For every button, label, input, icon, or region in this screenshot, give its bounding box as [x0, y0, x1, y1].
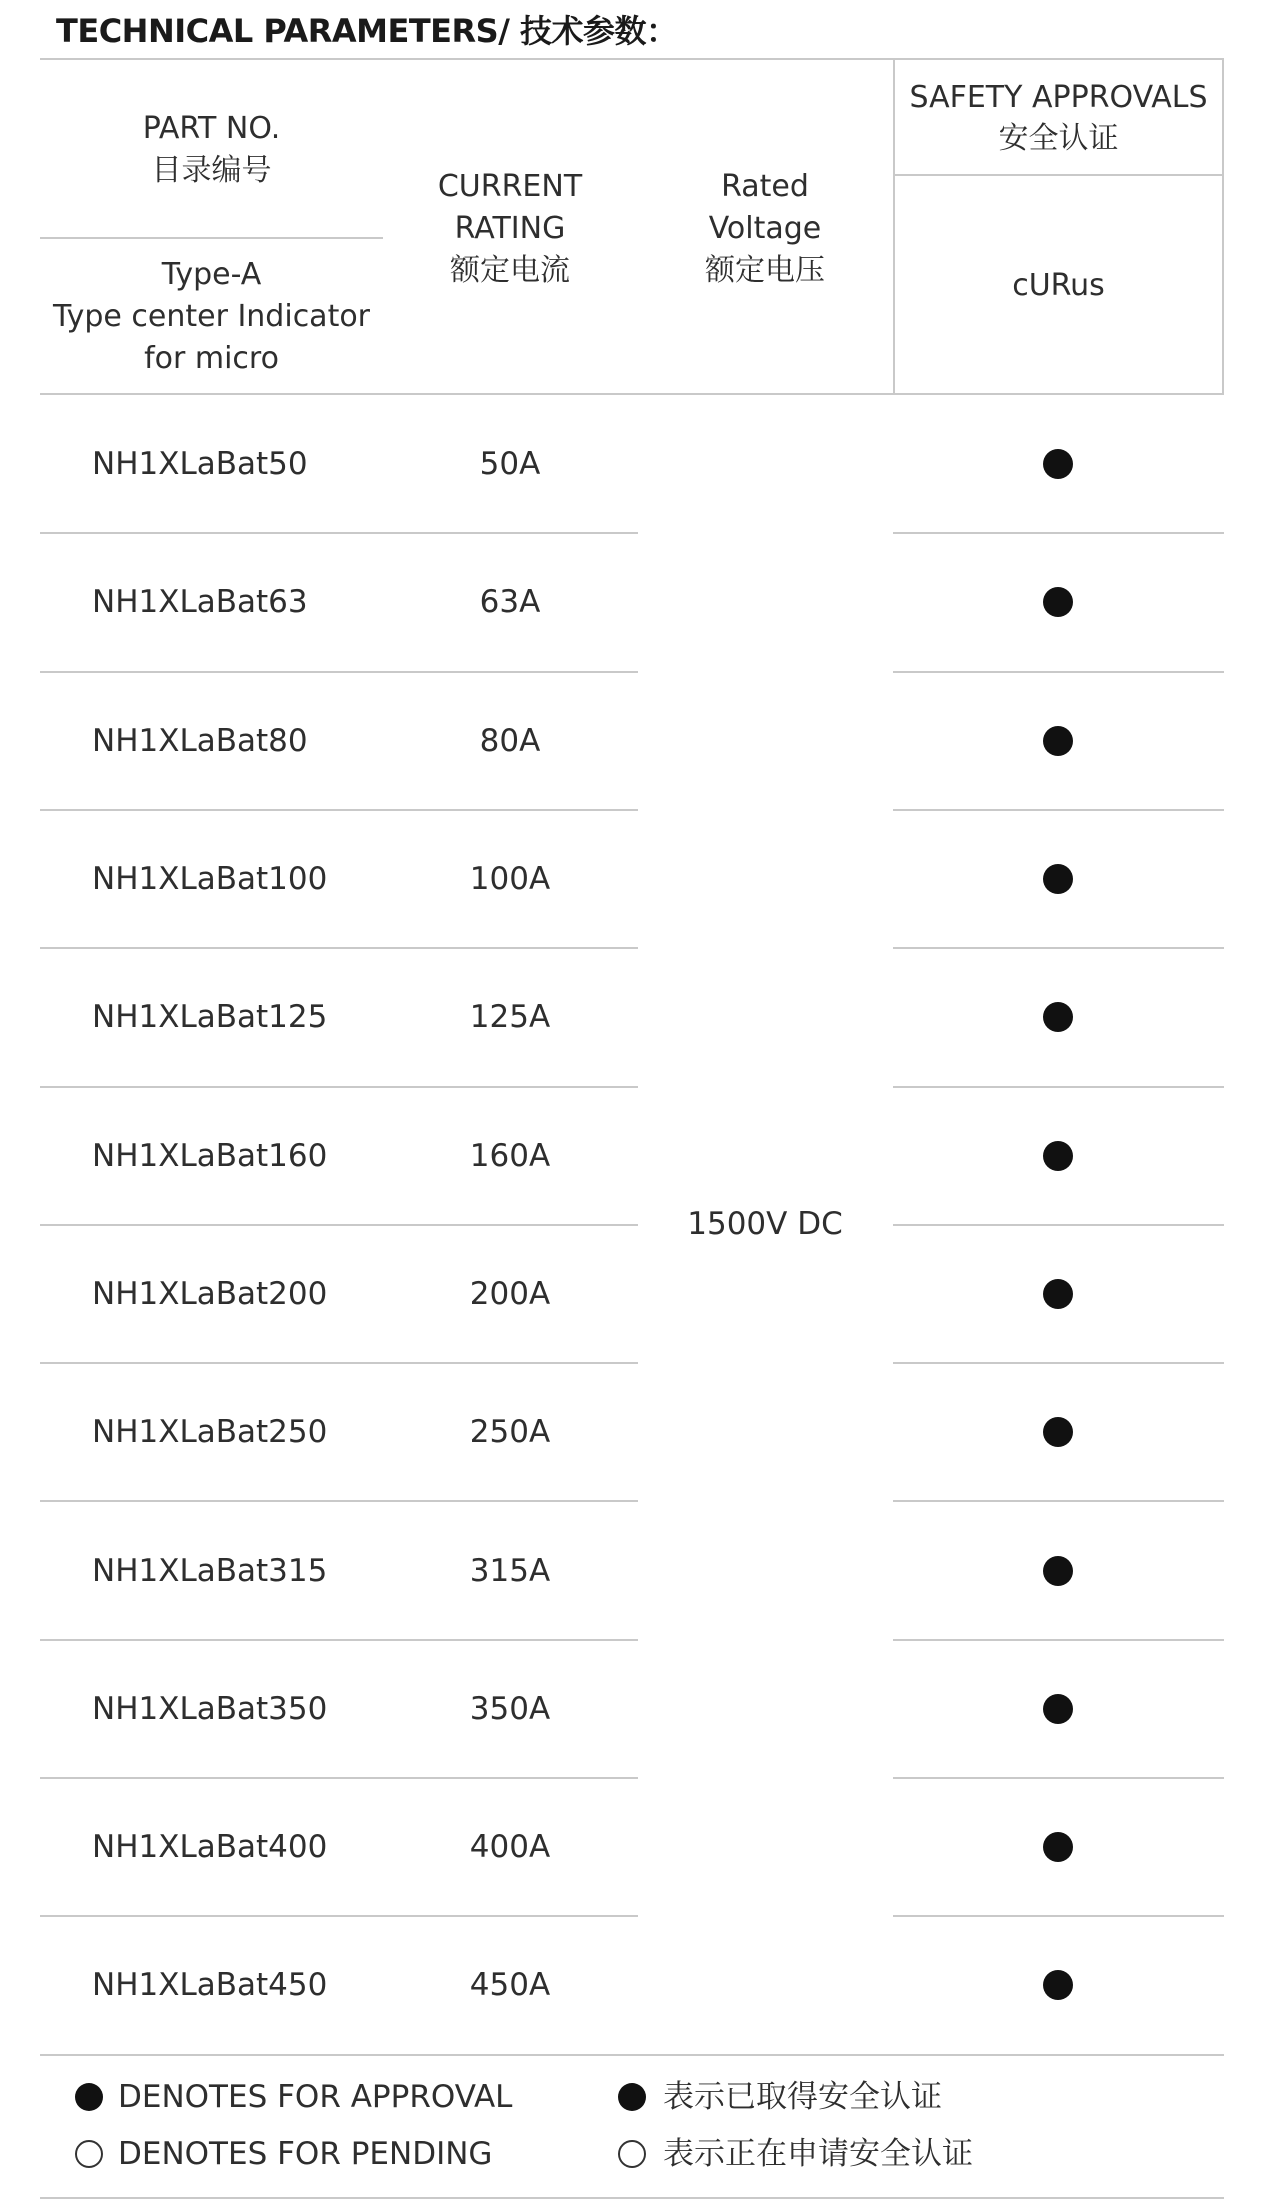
- header-safety-en: SAFETY APPROVALS: [909, 80, 1208, 115]
- header-type-line1: Type-A: [161, 257, 262, 292]
- legend-pending-cn: 表示正在申请安全认证: [663, 2136, 973, 2172]
- part-number-cell: NH1XLaBat200: [92, 1275, 328, 1312]
- current-rating-cell: 200A: [469, 1275, 551, 1312]
- part-number-cell: NH1XLaBat350: [92, 1690, 328, 1727]
- approval-dot-icon: [1043, 1556, 1073, 1586]
- header-current-line2: RATING: [454, 211, 566, 246]
- part-number-cell: NH1XLaBat63: [92, 584, 308, 621]
- header-part-no-en: PART NO.: [142, 111, 281, 146]
- row-divider: [893, 1362, 1224, 1364]
- current-rating-cell: 350A: [469, 1690, 551, 1727]
- safety-divider: [893, 174, 1224, 176]
- table-top-border: [40, 58, 1224, 60]
- header-bottom-border: [40, 393, 1224, 395]
- part-number-cell: NH1XLaBat160: [92, 1137, 328, 1174]
- row-divider: [40, 671, 638, 673]
- header-type-line3: for micro: [144, 341, 279, 376]
- header-voltage-line2: Voltage: [708, 211, 822, 246]
- current-rating-cell: 80A: [479, 722, 541, 759]
- header-current-line1: CURRENT: [437, 169, 583, 204]
- approval-dot-icon: [1043, 449, 1073, 479]
- approval-dot-icon: [1043, 726, 1073, 756]
- current-rating-cell: 160A: [469, 1137, 551, 1174]
- approval-dot-icon: [1043, 1970, 1073, 2000]
- approval-dot-icon: [1043, 1002, 1073, 1032]
- pending-circle-icon: [75, 2140, 103, 2168]
- row-divider: [40, 809, 638, 811]
- current-rating-cell: 50A: [479, 446, 541, 483]
- row-divider: [40, 1086, 638, 1088]
- header-voltage-line3: 额定电压: [705, 253, 825, 288]
- current-rating-cell: 315A: [469, 1552, 551, 1589]
- current-rating-cell: 63A: [479, 584, 541, 621]
- part-no-divider: [40, 237, 383, 239]
- approval-dot-icon: [1043, 1279, 1073, 1309]
- legend-approval-cn: 表示已取得安全认证: [663, 2079, 942, 2115]
- part-number-cell: NH1XLaBat315: [92, 1552, 328, 1589]
- header-part-no-cn: 目录编号: [151, 153, 272, 188]
- approval-dot-icon: [1043, 1141, 1073, 1171]
- part-number-cell: NH1XLaBat400: [92, 1829, 328, 1866]
- current-rating-cell: 450A: [469, 1967, 551, 2004]
- part-number-cell: NH1XLaBat125: [92, 999, 328, 1036]
- row-divider: [893, 947, 1224, 949]
- part-number-cell: NH1XLaBat450: [92, 1967, 328, 2004]
- legend-pending-en: DENOTES FOR PENDING: [118, 2136, 493, 2172]
- part-number-cell: NH1XLaBat50: [92, 446, 308, 483]
- approval-dot-icon: [1043, 587, 1073, 617]
- row-divider: [40, 1777, 638, 1779]
- approval-dot-icon: [618, 2083, 646, 2111]
- row-divider: [40, 532, 638, 534]
- row-divider: [40, 1362, 638, 1364]
- row-divider: [40, 1915, 638, 1917]
- approval-dot-icon: [1043, 1417, 1073, 1447]
- row-divider: [893, 1224, 1224, 1226]
- header-current-line3: 额定电流: [450, 253, 570, 288]
- current-rating-cell: 125A: [469, 999, 551, 1036]
- approval-dot-icon: [75, 2083, 103, 2111]
- legend-bottom-border: [40, 2197, 1224, 2199]
- row-divider: [893, 1639, 1224, 1641]
- row-divider: [40, 1639, 638, 1641]
- table-bottom-border: [40, 2054, 1224, 2056]
- part-number-cell: NH1XLaBat80: [92, 722, 308, 759]
- safety-right-border: [1222, 58, 1224, 395]
- row-divider: [893, 1500, 1224, 1502]
- header-safety-cn: 安全认证: [998, 121, 1119, 156]
- current-rating-cell: 400A: [469, 1829, 551, 1866]
- header-cert: cURus: [1012, 268, 1105, 303]
- header-voltage-line1: Rated: [721, 169, 809, 204]
- legend-approval-en: DENOTES FOR APPROVAL: [118, 2079, 513, 2115]
- part-number-cell: NH1XLaBat250: [92, 1414, 328, 1451]
- page-title: TECHNICAL PARAMETERS/ 技术参数：: [56, 12, 678, 50]
- row-divider: [893, 671, 1224, 673]
- current-rating-cell: 100A: [469, 861, 551, 898]
- approval-dot-icon: [1043, 1832, 1073, 1862]
- row-divider: [893, 1777, 1224, 1779]
- row-divider: [893, 532, 1224, 534]
- row-divider: [40, 1224, 638, 1226]
- row-divider: [40, 1500, 638, 1502]
- row-divider: [893, 809, 1224, 811]
- approval-dot-icon: [1043, 1694, 1073, 1724]
- header-type-line2: Type center Indicator: [52, 299, 371, 334]
- row-divider: [40, 947, 638, 949]
- part-number-cell: NH1XLaBat100: [92, 861, 328, 898]
- approval-dot-icon: [1043, 864, 1073, 894]
- current-rating-cell: 250A: [469, 1414, 551, 1451]
- pending-circle-icon: [618, 2140, 646, 2168]
- row-divider: [893, 1086, 1224, 1088]
- rated-voltage-value: 1500V DC: [687, 1206, 843, 1242]
- row-divider: [893, 1915, 1224, 1917]
